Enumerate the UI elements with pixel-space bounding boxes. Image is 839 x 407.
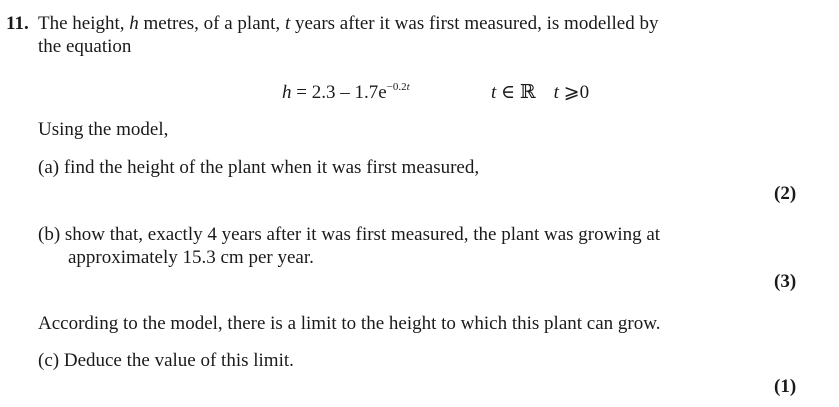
part-b-text: show that, exactly 4 years after it was first measured, the plant was growing at xyxy=(64,224,661,245)
part-c-text: Deduce the value of this limit. xyxy=(63,350,294,371)
part-c-label: (c) xyxy=(38,350,60,371)
part-a-text: find the height of the plant when it was first measured, xyxy=(63,157,480,178)
part-b-line2: approximately 15.3 cm per year. xyxy=(68,247,314,268)
part-b-marks: (3) xyxy=(774,271,797,292)
domain-variable: t xyxy=(491,82,497,103)
question-number: 11. xyxy=(6,13,29,34)
question-stem-line2: the equation xyxy=(38,36,132,57)
exponent-coefficient: −0.2 xyxy=(386,81,407,93)
variable-t: t xyxy=(284,13,291,34)
part-c-marks: (1) xyxy=(774,376,797,397)
part-b-label: (b) xyxy=(38,224,61,245)
stem-text: metres, of a plant, xyxy=(138,13,285,34)
limit-statement: According to the model, there is a limit to the height to which this plant can grow. xyxy=(38,313,661,334)
part-b-line1 xyxy=(38,224,660,246)
equation-rhs: = 2.3 – 1.7e xyxy=(291,82,387,103)
variable-h: h xyxy=(129,13,139,34)
model-intro: Using the model, xyxy=(38,119,169,140)
stem-text: The height, xyxy=(38,13,130,34)
part-a xyxy=(38,157,479,179)
model-equation xyxy=(282,82,410,104)
part-a-label: (a) xyxy=(38,157,60,178)
part-a-marks: (2) xyxy=(774,183,797,204)
domain-variable: t xyxy=(553,82,559,103)
exponent-variable: t xyxy=(406,81,410,93)
equation-exponent xyxy=(387,81,410,93)
question-stem-line1 xyxy=(38,13,659,35)
domain-membership: ∈ ℝ xyxy=(496,82,536,103)
equation-lhs: h xyxy=(282,82,292,103)
equation-domain xyxy=(491,82,589,104)
domain-condition: ⩾0 xyxy=(558,82,590,103)
stem-text: years after it was first measured, is modelled by xyxy=(290,13,659,34)
part-c xyxy=(38,350,294,372)
